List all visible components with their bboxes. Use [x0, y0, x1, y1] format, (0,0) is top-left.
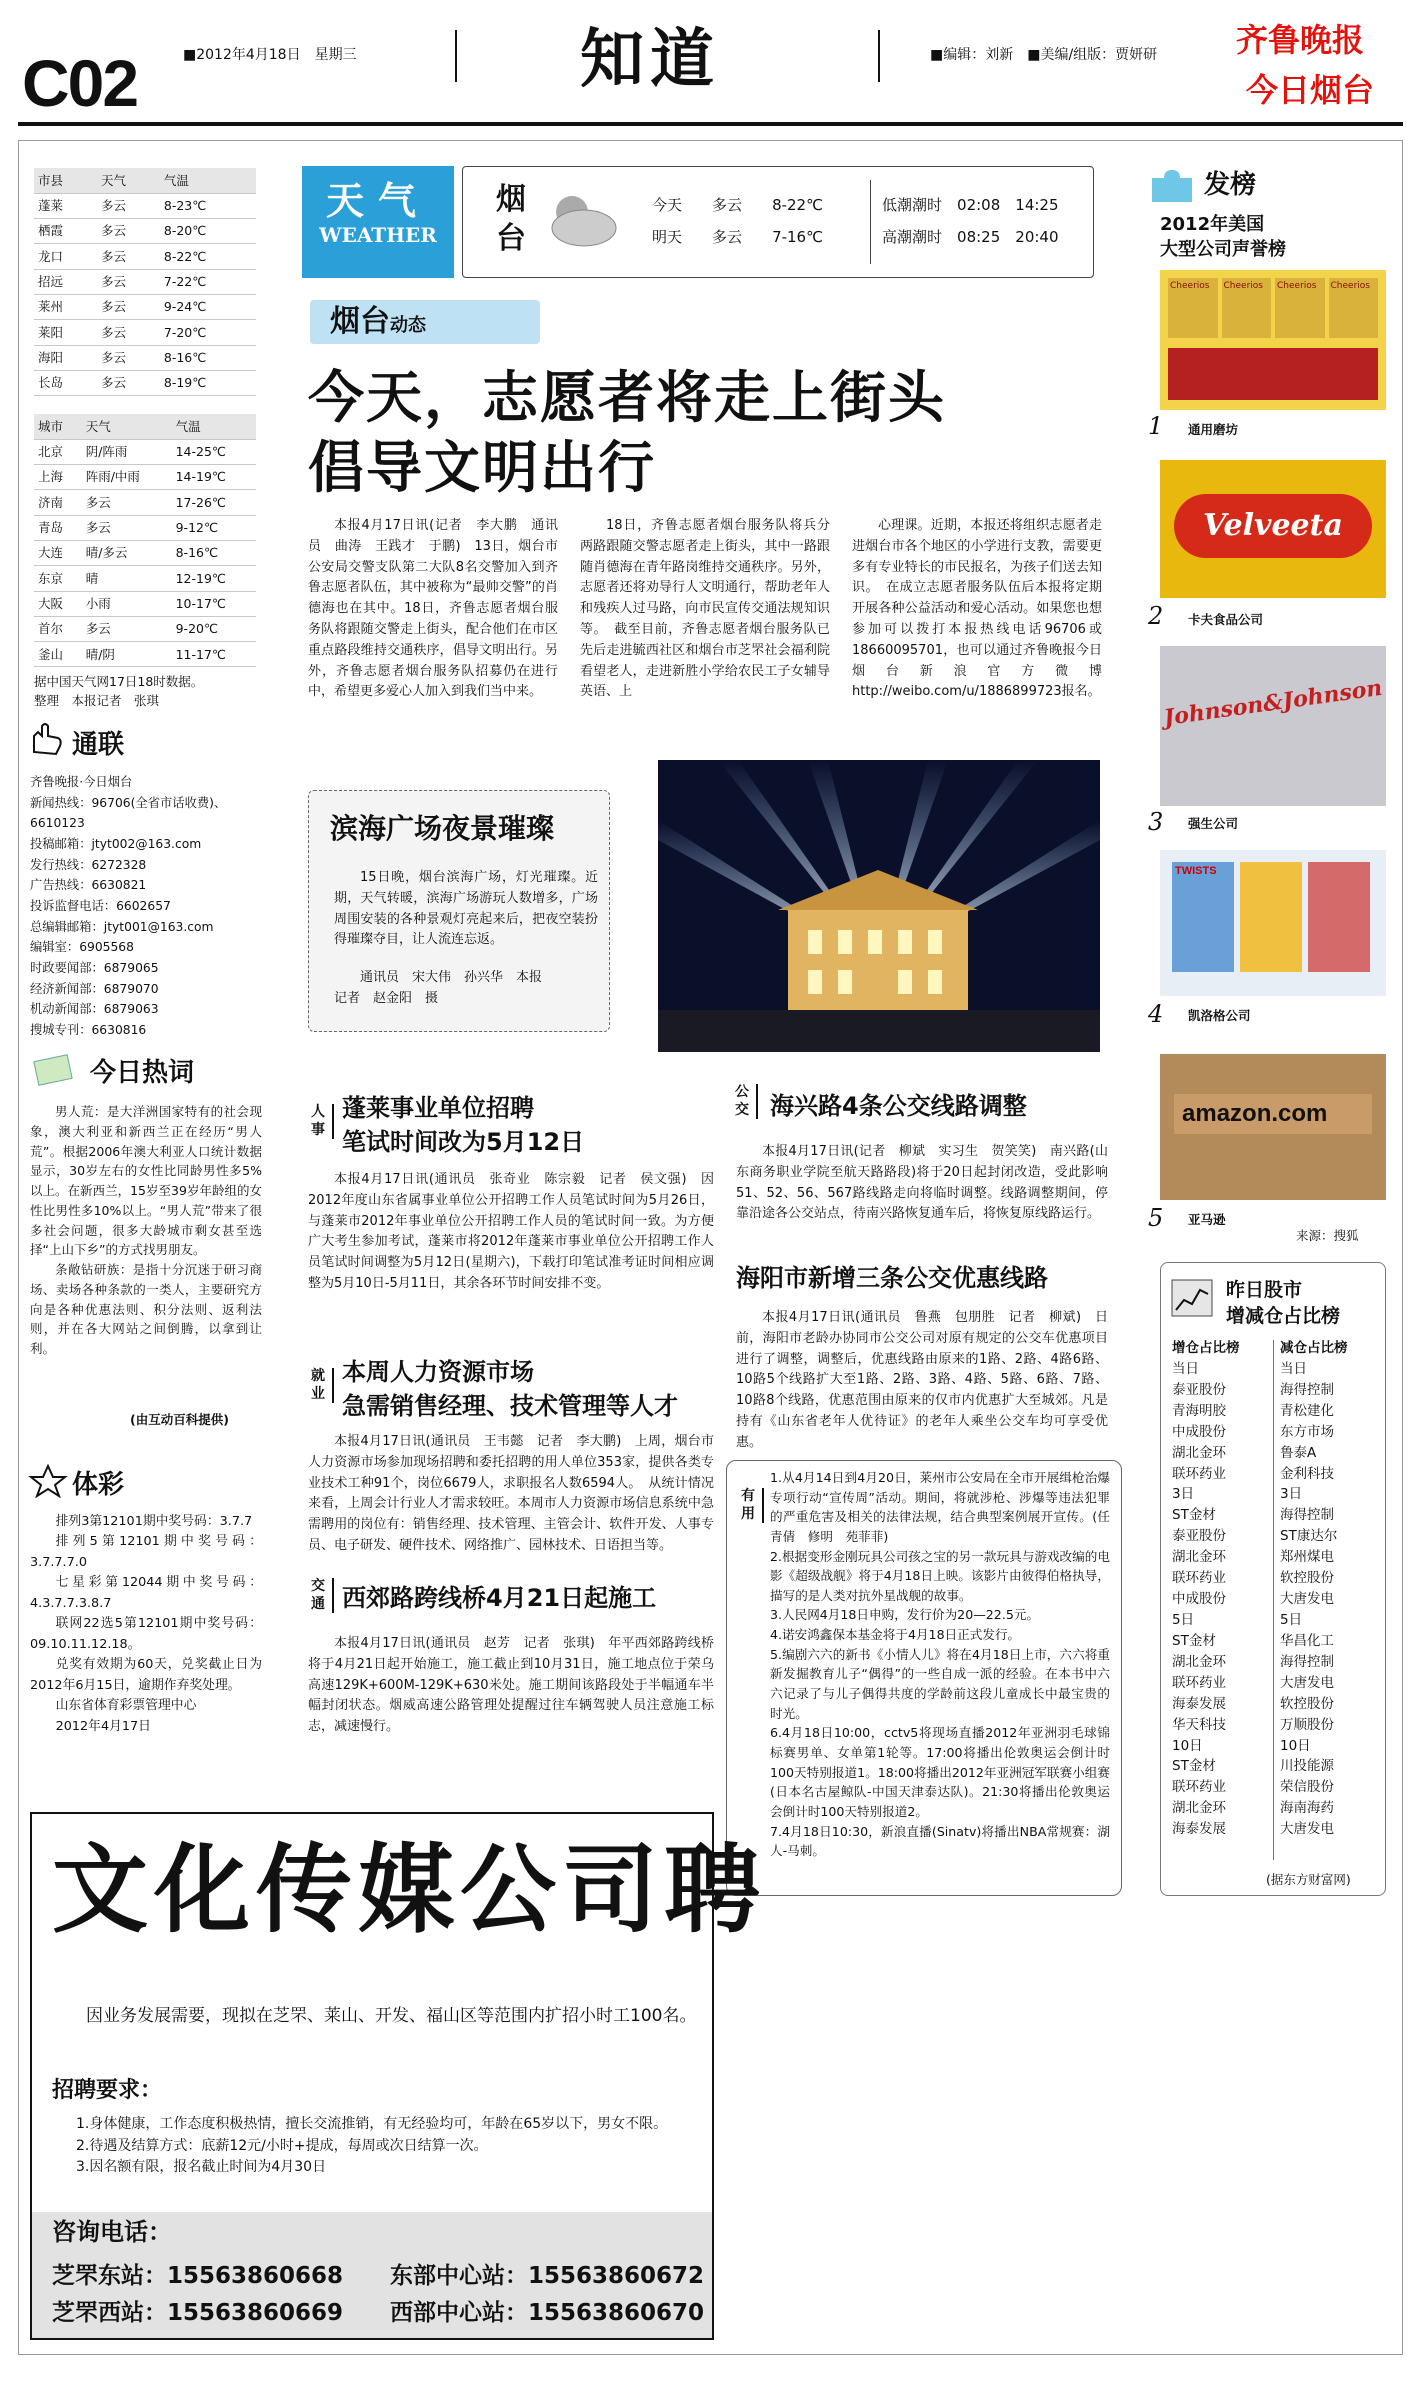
story-traffic-title: 西郊路跨线桥4月21日起施工 [342, 1584, 657, 1612]
plaza-text: 15日晚，烟台滨海广场，灯光璀璨。近期，天气转暖，滨海广场游玩人数增多，广场周围安装的各种景观灯亮起来后，把夜空装扮得璀璨夺目，让人流连忘返。 [334, 870, 598, 948]
useful-tag: 有用 [738, 1488, 764, 1523]
newspaper-logo: 齐鲁晚报 [1236, 21, 1365, 59]
table-row: 莱阳 多云 7-20℃ [34, 320, 256, 345]
city-weather-table: 城市 天气 气温 北京 阴/阵雨 14-25℃ 上海 阵雨/中雨 14-19℃ 济南 多云 17-26℃ 青岛 多云 9-12℃ 大连 晴/多云 8-16℃ 东京 晴 12-19℃ 大阪 小雨 10-17℃ 首尔 多云 9-20℃ 釜山 晴/阴 11-17℃ [34, 414, 256, 667]
paper-note-icon [30, 1052, 80, 1086]
table-row: 釜山 晴/阴 11-17℃ [34, 642, 256, 667]
contact-title: 通联 [72, 730, 125, 760]
table-row: 蓬莱 多云 8-23℃ [34, 193, 256, 218]
table-row: 济南 多云 17-26℃ [34, 490, 256, 515]
fabang-title: 发榜 [1204, 170, 1257, 200]
stock-source: (据东方财富网) [1266, 1872, 1351, 1887]
rank-number: 1 [1148, 412, 1164, 440]
high-tide: 高潮潮时 08:25 20:40 [882, 228, 1059, 246]
divider [878, 30, 880, 82]
list-item: 5.编剧六六的新书《小情人儿》将在4月18日上市，六六将重新发掘教育儿子“偶得”的一些自成一派的经验。在本书中六六记录了与儿子偶得共度的学龄前这段儿童成长中最宝贵的时光。 [770, 1646, 1110, 1721]
rank-number: 5 [1148, 1204, 1164, 1232]
story-job-body: 本报4月17日讯(通讯员 王韦懿 记者 李大鹏) 上周，烟台市人力资源市场参加现场招聘和委托招聘的用人单位353家，提供各类专业技术工种91个，岗位6679人，求职报名人数6594人。 从统计情况来看，上周会计行业人才需求较旺。本周市人力资源市场信息系统中急需聘用的岗位有：销售经理、技术管理、主管会计、软件开发、人事专员、电子研发、硬件技术、网络推广、园林技术、日语担当等。 [308, 1434, 714, 1553]
plaza-credit: 通讯员 宋大伟 孙兴华 本报 记者 赵金阳 摄 [334, 970, 543, 1006]
list-item: 6.4月18日10:00，cctv5将现场直播2012年亚洲羽毛球锦标赛男单、女单第1轮等。17:00将播出伦敦奥运会倒计时100天特别报道1。18:00将播出2012年亚洲冠军联赛小组赛(日本名古屋鲸队-中国天津泰达队)。21:30将播出伦敦奥运会倒计时100天特别报道2。 [770, 1725, 1110, 1819]
table-row: 大连 晴/多云 8-16℃ [34, 540, 256, 565]
table-row: 招远 多云 7-22℃ [34, 269, 256, 294]
hotword-text: 男人荒：是大洋洲国家特有的社会现象，澳大利亚和新西兰正在经历“男人荒”。根据2006年澳大利亚人口统计数据显示，30岁左右的女性比同龄男性多5%以上。在新西兰，15岁至39岁年龄组的女性比男性多10%以上。“男人荒”带来了很多社会问题，很多大龄城市剩女甚至选择“上山下乡”的方式找男朋友。 条敞钻研族：是指十分沉迷于研习商场、卖场各种条款的一类人，主要研究方向是各种优惠法则、积分法则、返利法则，并在各大网站之间倒腾，以拿到让利。 [30, 1104, 262, 1356]
list-item: 7.4月18日10:30，新浪直播(Sinatv)将播出NBA常规赛：湖人-马刺。 [770, 1823, 1110, 1859]
table-row: 大阪 小雨 10-17℃ [34, 591, 256, 616]
plaza-night-photo [658, 760, 1100, 1052]
tomorrow-forecast: 明天 多云 7-16℃ [652, 228, 823, 246]
table-row: 海阳 多云 8-16℃ [34, 345, 256, 370]
rank-number: 3 [1148, 808, 1164, 836]
today-forecast: 今天 多云 8-22℃ [652, 196, 823, 214]
news-column-2: 18日，齐鲁志愿者烟台服务队将兵分两路跟随交警志愿者走上街头，其中一路跟随肖德海在青年路岗维持交通秩序。另外，志愿者还将劝导行人文明通行，帮助老年人和残疾人过马路，向市民宣传交通法规知识等。 截至目前，齐鲁志愿者烟台服务队已先后走进毓西社区和烟台市芝罘社会福利院看望老人，走进新胜小学给农民工子女辅导英语、上 [580, 518, 830, 700]
story-hr-body: 本报4月17日讯(通讯员 张奇业 陈宗毅 记者 侯文强) 因2012年度山东省属事业单位公开招聘工作人员笔试时间为5月26日，与蓬莱市2012年事业单位公开招聘工作人员的笔试时间一致。为方便广大考生参加考试，蓬莱市将2012年蓬莱市事业单位公开招聘工作人员笔试时间调整为5月12日(星期六)，下载打印笔试准考证时间相应调整为5月10日-5月11日，其余各环节时间安排不变。 [308, 1172, 714, 1291]
story-bus1-title: 海兴路4条公交线路调整 [770, 1092, 1027, 1120]
page-code: C02 [22, 46, 138, 120]
table-row: 长岛 多云 8-19℃ [34, 370, 256, 395]
story-bus2-body: 本报4月17日讯(通讯员 鲁燕 包朋胜 记者 柳斌) 日前，海阳市老龄办协同市公交公司对原有规定的公交车优惠项目进行了调整，调整后，优惠线路由原来的1路、2路、4路6路、10路5个线路扩大至1路、2路、3路、4路、5路、6路、7路、10路8个线路，优惠范围由原来的仅市内优惠扩大至城郊。凡是持有《山东省老年人优待证》的老年人乘坐公交车均可享受优惠。 [736, 1310, 1108, 1450]
kraft-photo: Velveeta [1160, 460, 1386, 598]
weather-city: 烟台 [496, 182, 526, 256]
ad-title: 文化传媒公司聘 [52, 1833, 766, 1946]
company-name: 凯洛格公司 [1188, 1008, 1251, 1023]
ad-requirements [52, 2114, 702, 2179]
news-column-3: 心理课。近期，本报还将组织志愿者走进烟台市各个地区的小学进行支教，需要更多有专业特长的市民报名，为孩子们送去知识。 在成立志愿者服务队伍后本报将定期开展各种公益活动和爱心活动。如果您也想参加可以拨打本报热线电话96706或18660095701，也可以通过齐鲁晚报今日烟台新浪官方微博http://weibo.com/u/1886899723报名。 [852, 518, 1102, 700]
kellogg-photo: TWISTS [1160, 850, 1386, 996]
section-name: 今日烟台 [1246, 71, 1375, 109]
list-item: 2.根据变形金刚玩具公司孩之宝的另一款玩具与游戏改编的电影《超级战舰》将于4月18日上映。该影片由彼得伯格执导，描写的是人类对抗外星战舰的故事。 [770, 1548, 1110, 1603]
list-item: 1.从4月14日到4月20日，莱州市公安局在全市开展缉枪治爆专项行动“宣传周”活动。期间，将就涉枪、涉爆等违法犯罪的严重危害及相关的法律法规，结合典型案例展开宣传。(任青倩 修明 苑菲菲) [770, 1470, 1110, 1544]
rank-number: 4 [1148, 1000, 1164, 1028]
table-row: 青岛 多云 9-12℃ [34, 515, 256, 540]
ad-requirements-title: 招聘要求： [52, 2078, 163, 2103]
low-tide: 低潮潮时 02:08 14:25 [882, 196, 1059, 214]
star-icon [28, 1464, 68, 1498]
list-item: 3.因名额有限，报名截止时间为4月30日 [76, 2159, 327, 2176]
stock-decrease-list: 减仓占比榜 当日 海得控制 青松建化 东方市场 鲁泰A 金利科技 3日 海得控制 ST康达尔 郑州煤电 软控股份 大唐发电 5日 华昌化工 海得控制 大唐发电 软控股份 万顺股份 10日 川投能源 荣信股份 海南海药 大唐发电 [1280, 1340, 1348, 1838]
story-tag: 公交 [732, 1084, 758, 1119]
hotword-source: (由互动百科提供) [130, 1412, 229, 1427]
company-name: 通用磨坊 [1188, 422, 1239, 437]
stock-title: 昨日股市 增减仓占比榜 [1226, 1279, 1341, 1327]
list-item: 3.人民网4月18日申购，发行价为20—22.5元。 [770, 1607, 1040, 1623]
fabang-source: 来源：搜狐 [1296, 1228, 1359, 1243]
stock-increase-list: 增仓占比榜 当日 泰亚股份 青海明胶 中成股份 湖北金环 联环药业 3日 ST金材 泰亚股份 湖北金环 联环药业 中成股份 5日 ST金材 湖北金环 联环药业 海泰发展 华天科技 10日 ST金材 联环药业 湖北金环 海泰发展 [1172, 1340, 1240, 1838]
company-name: 强生公司 [1188, 816, 1239, 831]
top-rule [18, 122, 1403, 126]
ad-contact-title: 咨询电话： [52, 2218, 172, 2246]
cloudy-icon [532, 184, 624, 252]
table-row: 龙口 多云 8-22℃ [34, 244, 256, 269]
table-row: 莱州 多云 9-24℃ [34, 294, 256, 319]
page-title: 知道 [580, 22, 720, 97]
story-hr-title: 蓬莱事业单位招聘 笔试时间改为5月12日 [342, 1094, 585, 1156]
weather-note: 据中国天气网17日18时数据。 整理 本报记者 张琪 [34, 674, 204, 709]
list-item: 2.待遇及结算方式：底薪12元/小时+提成，每周或次日结算一次。 [76, 2137, 488, 2154]
main-headline: 今天，志愿者将走上街头 倡导文明出行 [308, 366, 946, 501]
issue-date: ■2012年4月18日 星期三 [183, 47, 357, 63]
hand-pointer-icon [28, 722, 66, 756]
fabang-subtitle: 2012年美国 大型公司声誉榜 [1160, 214, 1286, 261]
plaza-title: 滨海广场夜景璀璨 [330, 812, 555, 845]
divider [1273, 1340, 1274, 1860]
table-row: 上海 阵雨/中雨 14-19℃ [34, 465, 256, 490]
ad-phones-left: 芝罘东站：15563860668 芝罘西站：15563860669 [52, 2263, 344, 2326]
rank-number: 2 [1148, 602, 1164, 630]
table-row: 首尔 多云 9-20℃ [34, 616, 256, 641]
story-traffic-body: 本报4月17日讯(通讯员 赵芳 记者 张琪) 年平西郊路跨线桥将于4月21日起开始施工，施工截止到10月31日，施工地点位于荣乌高速129K+600M-129K+630米处。施工期间该路段处于半幅通车半幅封闭状态。烟威高速公路管理处提醒过往车辆驾驶人员注意施工标志，减速慢行。 [308, 1636, 714, 1735]
table-row: 东京 晴 12-19℃ [34, 566, 256, 591]
story-tag: 人事 [308, 1104, 334, 1139]
chart-icon [1170, 1278, 1214, 1318]
ad-intro: 因业务发展需要，现拟在芝罘、莱山、开发、福山区等范围内扩招小时工100名。 [86, 2006, 697, 2026]
hotword-title: 今日热词 [90, 1058, 195, 1088]
company-name: 卡夫食品公司 [1188, 612, 1264, 627]
story-tag: 交通 [308, 1578, 334, 1613]
cheerios-photo: Cheerios Cheerios Cheerios Cheerios [1160, 270, 1386, 410]
list-item: 4.诺安鸿鑫保本基金将于4月18日正式发行。 [770, 1627, 1021, 1643]
ad-phones-right: 东部中心站：15563860672 西部中心站：15563860670 [390, 2263, 705, 2326]
lottery-title: 体彩 [72, 1470, 125, 1500]
divider [870, 180, 871, 264]
story-bus2-title: 海阳市新增三条公交优惠线路 [736, 1264, 1048, 1292]
johnson-photo: Johnson&Johnson [1160, 646, 1386, 806]
story-job-title: 本周人力资源市场 急需销售经理、技术管理等人才 [342, 1358, 678, 1420]
section-tag: 烟台动态 [330, 304, 426, 339]
contact-list: 齐鲁晚报·今日烟台 新闻热线：96706(全省市话收费)、6610123 投稿邮箱：jtyt002@163.com 发行热线：6272328 广告热线：6630821 投诉监督电话：6602657 总编辑邮箱：jtyt001@163.com 编辑室：6905568 时政要闻部：6879065 经济新闻部：6879070 机动新闻部：6879063 搜城专刊：6630816 [30, 775, 227, 1037]
editors: ■编辑：刘新 ■美编/组版：贾妍研 [930, 47, 1158, 63]
story-bus1-body: 本报4月17日讯(记者 柳斌 实习生 贺笑笑) 南兴路(山东商务职业学院至航天路路段)将于20日起封闭改造，受此影响51、52、56、567路线路走向将临时调整。线路调整期间，停靠沿途各公交站点，待南兴路恢复通车后，将恢复原线路运行。 [736, 1144, 1108, 1222]
list-item: 1.身体健康，工作态度积极热情，擅长交流推销，有无经验均可，年龄在65岁以下，男女不限。 [76, 2116, 668, 2132]
puzzle-icon [1148, 168, 1196, 204]
news-column-1: 本报4月17日讯(记者 李大鹏 通讯员 曲涛 王践才 于鹏) 13日，烟台市公安局交警支队第二大队8名交警加入到齐鲁志愿者队伍，其中被称为“最帅交警”的肖德海也在其中。18日，齐鲁志愿者烟台服务队将跟随交警走上街头，配合他们在市区重点路段维持交通秩序，倡导文明出行。另外，齐鲁志愿者烟台服务队招募仍在进行中，希望更多爱心人加入到我们当中来。 [308, 518, 558, 700]
weather-label-box: 天气 WEATHER [302, 166, 454, 278]
table-row: 栖霞 多云 8-20℃ [34, 219, 256, 244]
company-name: 亚马逊 [1188, 1212, 1226, 1227]
lottery-text: 排列3第12101期中奖号码：3.7.7 排列5第12101期中奖号码：3.7.7.7.0 七星彩第12044期中奖号码：4.3.7.7.3.8.7 联网22选5第12101期中奖号码：09.10.11.12.18。 兑奖有效期为60天，兑奖截止日为2012年6月15日，逾期作弃奖处理。 山东省体育彩票管理中心 2012年4月17日 [30, 1514, 262, 1734]
table-row: 北京 阴/阵雨 14-25℃ [34, 439, 256, 464]
story-tag: 就业 [308, 1368, 334, 1403]
county-weather-table: 市县 天气 气温 蓬莱 多云 8-23℃ 栖霞 多云 8-20℃ 龙口 多云 8-22℃ 招远 多云 7-22℃ 莱州 多云 9-24℃ 莱阳 多云 7-20℃ 海阳 多云 8-16℃ 长岛 多云 8-19℃ [34, 168, 256, 396]
useful-list [770, 1468, 1110, 1861]
divider [455, 30, 457, 82]
amazon-photo: amazon.com [1160, 1054, 1386, 1200]
